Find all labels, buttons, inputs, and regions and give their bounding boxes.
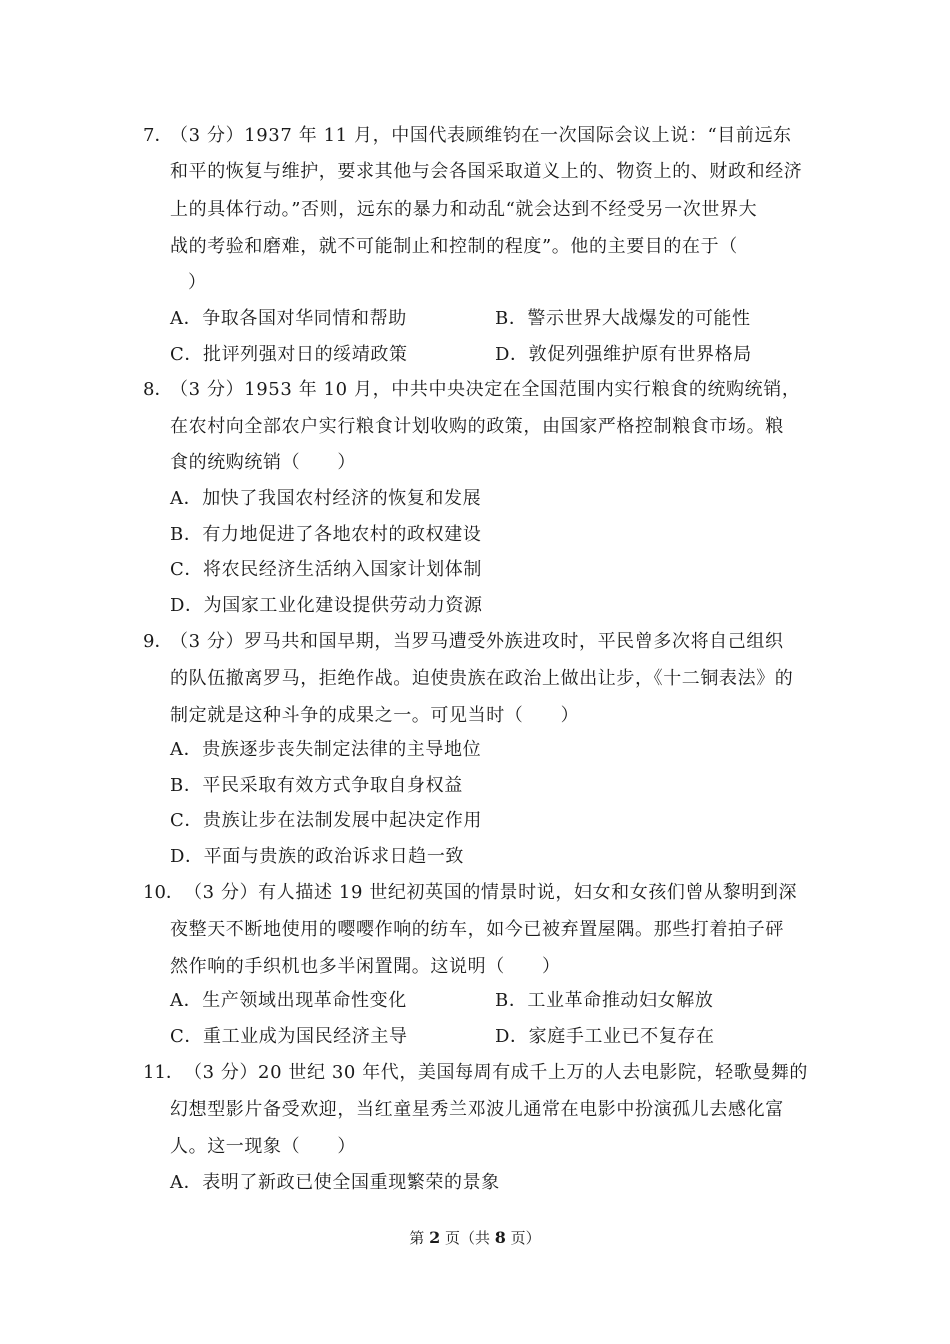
- option-c: C．将农民经济生活纳入国家计划体制: [170, 559, 482, 580]
- page-footer: [0, 1228, 950, 1248]
- footer-prefix: 第: [409, 1229, 430, 1247]
- question-text-line: 和平的恢复与维护，要求其他与会各国采取道义上的、物资上的、财政和经济: [170, 161, 803, 182]
- option-a: A．争取各国对华同情和帮助: [170, 308, 407, 329]
- question-text-line: （3 分）有人描述 19 世纪初英国的情景时说，妇女和女孩们曾从黎明到深: [184, 882, 798, 903]
- question-number: 9．: [143, 631, 173, 652]
- option-a: A．表明了新政已使全国重现繁荣的景象: [170, 1172, 500, 1193]
- option-b: B．警示世界大战爆发的可能性: [495, 308, 751, 329]
- option-a: A．加快了我国农村经济的恢复和发展: [170, 488, 482, 509]
- page-total: 8: [494, 1228, 506, 1247]
- question-text-line: 食的统购统销（ ）: [170, 452, 356, 473]
- option-c: C．重工业成为国民经济主导: [170, 1026, 408, 1047]
- option-d: D．为国家工业化建设提供劳动力资源: [170, 595, 483, 616]
- question-text-line: （3 分）1937 年 11 月，中国代表顾维钧在一次国际会议上说：“目前远东: [170, 125, 792, 146]
- question-text-line: 战的考验和磨难，就不可能制止和控制的程度”。他的主要目的在于（: [170, 236, 738, 257]
- question-number: 11．: [143, 1062, 184, 1083]
- option-a: A．生产领域出现革命性变化: [170, 990, 407, 1011]
- option-b: B．平民采取有效方式争取自身权益: [170, 775, 463, 796]
- footer-suffix: 页）: [505, 1229, 541, 1247]
- question-text-line: （3 分）20 世纪 30 年代，美国每周有成千上万的人去电影院，轻歌曼舞的: [184, 1062, 808, 1083]
- option-d: D．敦促列强维护原有世界格局: [495, 344, 752, 365]
- option-b: B．工业革命推动妇女解放: [495, 990, 714, 1011]
- footer-middle: 页（共: [440, 1229, 495, 1247]
- option-d: D．家庭手工业已不复存在: [495, 1026, 715, 1047]
- question-text-line: 人。这一现象（ ）: [170, 1136, 356, 1157]
- question-text-line: 制定就是这种斗争的成果之一。可见当时（ ）: [170, 705, 580, 726]
- question-text-line: 夜整天不断地使用的嘤嘤作响的纺车，如今已被弃置屋隅。那些打着拍子砰: [170, 919, 784, 940]
- question-text-line: 的队伍撤离罗马，拒绝作战。迫使贵族在政治上做出让步，《十二铜表法》的: [170, 668, 794, 689]
- question-text-line: 在农村向全部农户实行粮食计划收购的政策，由国家严格控制粮食市场。粮: [170, 416, 784, 437]
- question-text-line: （3 分）1953 年 10 月，中共中央决定在全国范围内实行粮食的统购统销，: [170, 379, 801, 400]
- page-number: 2: [429, 1228, 441, 1247]
- option-a: A．贵族逐步丧失制定法律的主导地位: [170, 739, 482, 760]
- question-number: 10．: [143, 882, 184, 903]
- question-text-line: 然作响的手织机也多半闲置聞。这说明（ ）: [170, 956, 561, 977]
- question-number: 7．: [143, 125, 173, 146]
- question-number: 8．: [143, 379, 173, 400]
- option-c: C．贵族让步在法制发展中起决定作用: [170, 810, 482, 831]
- option-d: D．平面与贵族的政治诉求日趋一致: [170, 846, 465, 867]
- question-text-line: ）: [188, 272, 207, 293]
- option-b: B．有力地促进了各地农村的政权建设: [170, 524, 482, 545]
- option-c: C．批评列强对日的绥靖政策: [170, 344, 408, 365]
- question-text-line: 上的具体行动。”否则，远东的暴力和动乱“就会达到不经受另一次世界大: [170, 199, 758, 220]
- question-text-line: 幻想型影片备受欢迎，当红童星秀兰邓波儿通常在电影中扮演孤儿去感化富: [170, 1099, 784, 1120]
- question-text-line: （3 分）罗马共和国早期，当罗马遭受外族进攻时，平民曾多次将自己组织: [170, 631, 784, 652]
